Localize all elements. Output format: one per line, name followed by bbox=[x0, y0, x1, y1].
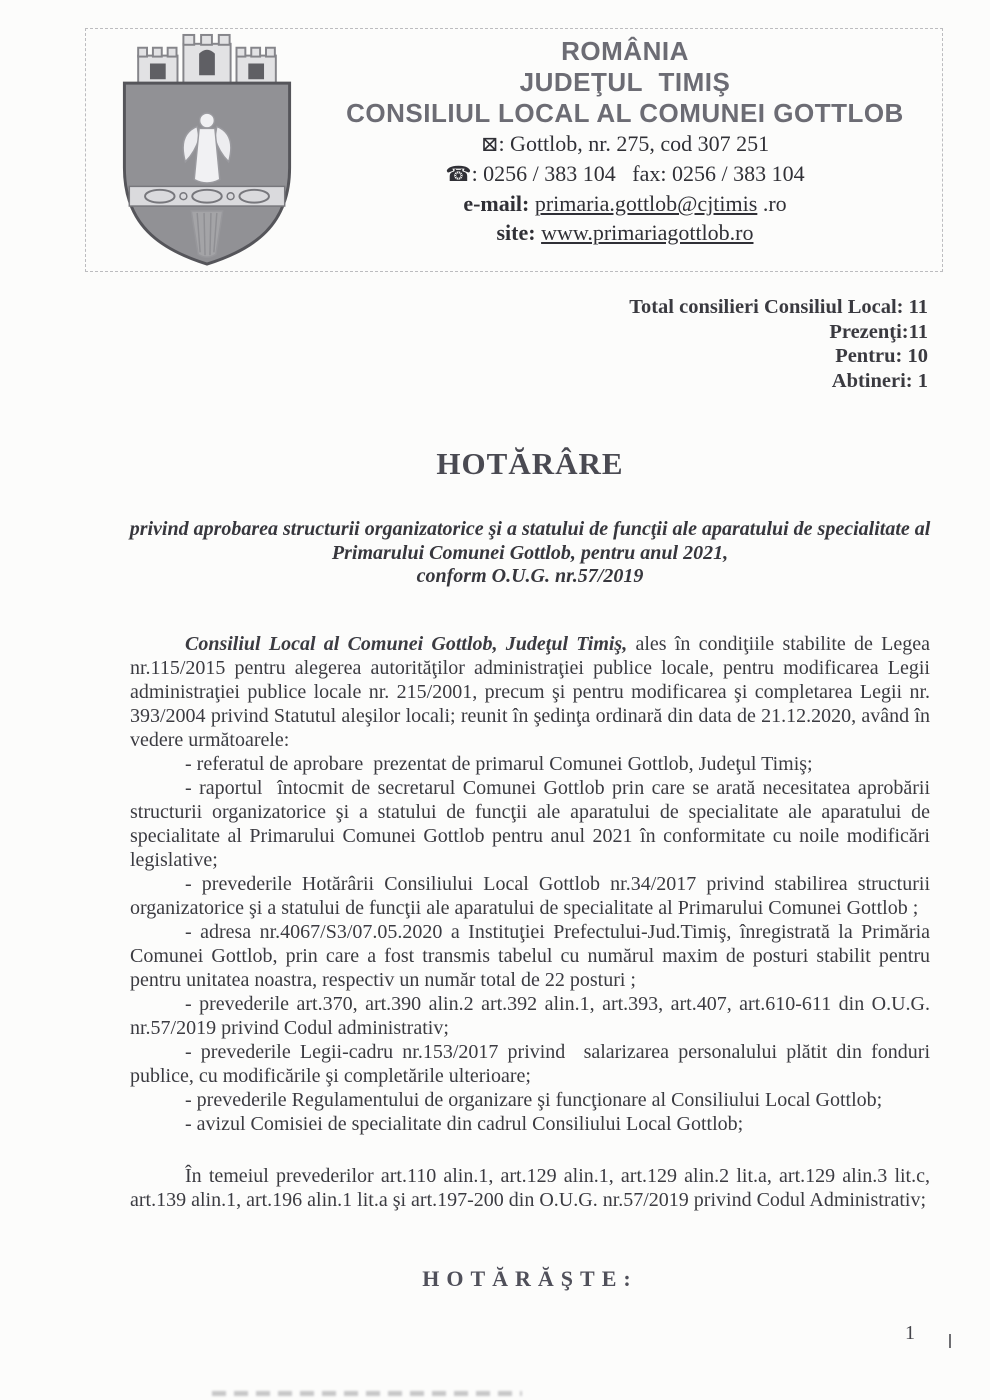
subtitle-line-2: Primarului Comunei Gottlob, pentru anul 2021, bbox=[331, 541, 729, 564]
site-link: www.primariagottlob.ro bbox=[541, 220, 754, 245]
scan-smudge bbox=[212, 1391, 522, 1396]
consideration-item: - referatul de aprobare prezentat de primarul Comunei Gottlob, Judeţul Timiş; bbox=[185, 753, 813, 775]
site-label: site: bbox=[496, 220, 536, 245]
vote-for: Pentru: 10 bbox=[835, 345, 928, 367]
address-text: : Gottlob, nr. 275, cod 307 251 bbox=[498, 131, 770, 156]
email-line bbox=[330, 189, 920, 218]
consideration-item: - prevederile art.370, art.390 alin.2 art.392 alin.1, art.393, art.407, art.610-611 din O.U.G. nr.57/2019 privind Codul administrativ; bbox=[130, 993, 930, 1039]
legal-basis-paragraph: În temeiul prevederilor art.110 alin.1, art.129 alin.1, art.129 alin.2 lit.a, art.129 alin.3 lit.c, art.139 alin.1, art.196 alin.1 lit.a şi art.197-200 din O.U.G. nr.57/2019 privind Codul Administrativ; bbox=[130, 1165, 930, 1211]
consideration-item: - prevederile Hotărârii Consiliului Local Gottlob nr.34/2017 privind stabilirea structurii organizatorice şi a statului de funcţii ale aparatului de specialitate al Primarului Comunei Gottlob ; bbox=[130, 873, 930, 919]
document-body bbox=[130, 632, 930, 1212]
preamble-rest: ales în condiţiile stabilite de Legea nr.115/2015 pentru alegerea autorităţilor administraţiei publice locale, pentru modificarea Legii administraţiei publice locale nr. 215/2001, precum şi pentru modificarea şi completarea Legii nr. 393/2004 privind Statutul aleşilor locali; reunit în şedinţa ordinară din data de 21.12.2020, având în vedere următoarele: bbox=[130, 633, 931, 751]
email-link: primaria.gottlob@cjtimis bbox=[534, 191, 758, 216]
county-name: JUDEŢUL TIMIŞ bbox=[519, 67, 731, 97]
scan-tick-mark bbox=[949, 1334, 951, 1348]
consideration-item: - raportul întocmit de secretarul Comunei Gottlob prin care se arată necesitatea aprobării structurii organizatorice şi a statului de funcţii ale aparatului de specialitate ale aparatului de specialitate al Primarului Comunei Gottlob pentru anul 2021 în conformitate cu noile modificări legislative; bbox=[130, 777, 930, 871]
gottlob-coat-of-arms-graphic bbox=[108, 32, 306, 268]
phone-icon: ☎ bbox=[445, 162, 472, 186]
vote-summary bbox=[508, 295, 928, 393]
phone-text: : 0256 / 383 104 fax: 0256 / 383 104 bbox=[471, 161, 805, 186]
envelope-icon: ⊠ bbox=[480, 132, 499, 156]
site-line bbox=[330, 218, 920, 247]
country-name: ROMÂNIA bbox=[561, 36, 689, 66]
vote-total: Total consilieri Consiliul Local: 11 bbox=[629, 296, 928, 318]
consideration-item: - prevederile Regulamentului de organizare şi funcţionare al Consiliului Local Gottlob; bbox=[185, 1089, 883, 1111]
preamble-lead: Consiliul Local al Comunei Gottlob, Judeţul Timiş, bbox=[185, 633, 628, 655]
consideration-item: - adresa nr.4067/S3/07.05.2020 a Instituţiei Prefectului-Jud.Timiş, înregistrată la Primăria Comunei Gottlob, prin care a fost transmis tabelul cu numărul maxim de posturi stabilit pentru pentru unitatea noastra, respectiv un număr total de 22 posturi ; bbox=[130, 921, 930, 991]
subtitle-line-3: conform O.U.G. nr.57/2019 bbox=[416, 565, 644, 587]
page-number: 1 bbox=[905, 1322, 915, 1344]
vote-present: Prezenţi:11 bbox=[829, 320, 928, 343]
coat-of-arms-icon bbox=[108, 32, 306, 268]
document-subtitle bbox=[110, 518, 950, 589]
email-label: e-mail: bbox=[463, 191, 530, 216]
email-suffix: .ro bbox=[757, 191, 787, 216]
phone-line bbox=[330, 159, 920, 189]
preamble-paragraph bbox=[130, 632, 930, 752]
subtitle-line-1: privind aprobarea structurii organizatorice şi a statului de funcţii ale aparatului de specialitate al bbox=[129, 518, 931, 540]
institution-name: CONSILIUL LOCAL AL COMUNEI GOTTLOB bbox=[346, 98, 904, 128]
decision-heading: HOTĂRĂŞTE: bbox=[422, 1266, 638, 1291]
letterhead bbox=[330, 36, 920, 247]
vote-abstentions: Abtineri: 1 bbox=[831, 369, 928, 392]
address-line bbox=[330, 129, 920, 159]
consideration-item: - avizul Comisiei de specialitate din cadrul Consiliului Local Gottlob; bbox=[185, 1113, 744, 1135]
document-title: HOTĂRÂRE bbox=[436, 446, 624, 481]
consideration-item: - prevederile Legii-cadru nr.153/2017 privind salarizarea personalului plătit din fonduri publice, cu modificările şi completările ulterioare; bbox=[130, 1041, 930, 1087]
